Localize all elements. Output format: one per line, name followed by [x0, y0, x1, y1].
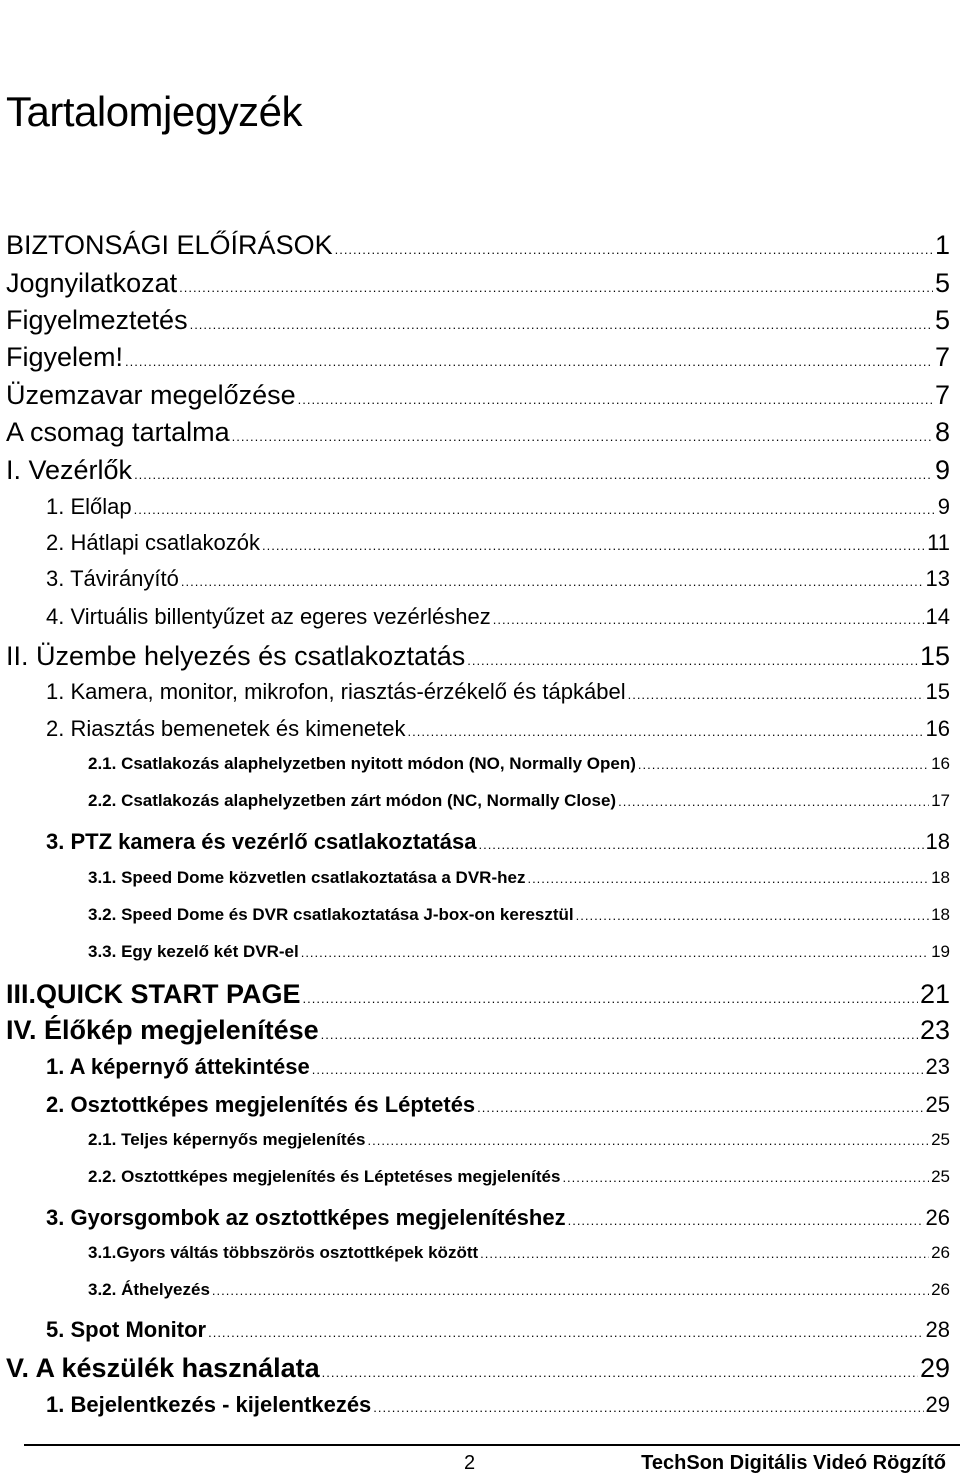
toc-entry[interactable] [46, 494, 950, 520]
toc-leader-dots [298, 392, 933, 407]
toc-entry[interactable] [88, 754, 950, 774]
toc-leader-dots [527, 871, 929, 886]
toc-entry[interactable] [6, 342, 950, 373]
toc-entry-label: 5. Spot Monitor [46, 1317, 207, 1342]
toc-entry-label: 3. Távirányító [46, 566, 179, 591]
footer-page-number: 2 [464, 1452, 476, 1474]
toc-entry[interactable] [6, 979, 950, 1010]
toc-leader-dots [373, 1400, 923, 1415]
toc-entry-page: 7 [934, 342, 950, 372]
toc-leader-dots [312, 1062, 924, 1077]
toc-entry[interactable] [46, 1092, 950, 1118]
toc-entry-label: I. Vezérlők [6, 455, 133, 485]
toc-entry-label: 3.1.Gyors váltás többszörös osztottképek között [88, 1243, 479, 1262]
toc-entry[interactable] [46, 566, 950, 592]
toc-entry[interactable] [46, 1317, 950, 1343]
toc-entry-page: 25 [931, 1167, 950, 1186]
toc-entry-page: 29 [919, 1353, 950, 1383]
toc-entry-label: 2.1. Teljes képernyős megjelenítés [88, 1130, 366, 1149]
toc-entry-page: 8 [934, 417, 950, 447]
toc-entry-page: 21 [919, 979, 950, 1009]
toc-entry[interactable] [46, 716, 950, 742]
toc-entry-label: 1. Kamera, monitor, mikrofon, riasztás-érzékelő és tápkábel [46, 679, 626, 704]
toc-entry-page: 15 [919, 641, 950, 671]
toc-entry[interactable] [46, 1054, 950, 1080]
toc-entry[interactable] [88, 1130, 950, 1150]
toc-leader-dots [262, 538, 925, 553]
toc-entry-page: 16 [925, 716, 950, 741]
toc-entry-page: 16 [931, 754, 950, 773]
toc-leader-dots [576, 908, 929, 923]
toc-entry-page: 18 [931, 868, 950, 887]
toc-entry-label: Figyelmeztetés [6, 305, 188, 335]
toc-entry-label: Üzemzavar megelőzése [6, 380, 296, 410]
footer-divider [24, 1444, 960, 1446]
toc-leader-dots [477, 1100, 923, 1115]
toc-entry-label: 3.1. Speed Dome közvetlen csatlakoztatása a DVR-hez [88, 868, 526, 887]
toc-entry-label: BIZTONSÁGI ELŐÍRÁSOK [6, 230, 333, 260]
toc-entry-page: 11 [927, 530, 950, 555]
toc-entry-label: 3. Gyorsgombok az osztottképes megjelenítéshez [46, 1205, 566, 1230]
toc-entry[interactable] [46, 1205, 950, 1231]
toc-entry-label: IV. Élőkép megjelenítése [6, 1015, 319, 1045]
toc-entry[interactable] [88, 791, 950, 811]
toc-entry-label: Figyelem! [6, 342, 124, 372]
toc-leader-dots [467, 653, 918, 668]
toc-entry[interactable] [46, 604, 950, 630]
toc-entry-page: 26 [931, 1280, 950, 1299]
toc-leader-dots [618, 794, 929, 809]
toc-entry-label: 2. Hátlapi csatlakozók [46, 530, 260, 555]
footer-document-title: TechSon Digitális Videó Rögzítő [641, 1452, 946, 1474]
toc-entry-page: 23 [925, 1054, 950, 1079]
toc-entry-page: 25 [925, 1092, 950, 1117]
toc-entry-page: 23 [919, 1015, 950, 1045]
toc-leader-dots [628, 687, 924, 702]
toc-entry-page: 18 [931, 905, 950, 924]
toc-entry-label: 1. A képernyő áttekintése [46, 1054, 310, 1079]
toc-entry-label: 4. Virtuális billentyűzet az egeres vezérléshez [46, 604, 491, 629]
toc-entry[interactable] [6, 230, 950, 261]
toc-entry-label: 3. PTZ kamera és vezérlő csatlakoztatása [46, 829, 477, 854]
toc-leader-dots [303, 991, 918, 1006]
toc-entry-label: A csomag tartalma [6, 417, 230, 447]
toc-entry-label: V. A készülék használata [6, 1353, 320, 1383]
toc-entry-page: 9 [934, 455, 950, 485]
toc-entry-page: 29 [925, 1392, 950, 1417]
toc-leader-dots [181, 574, 924, 589]
toc-entry-label: Jognyilatkozat [6, 268, 178, 298]
toc-entry[interactable] [46, 530, 950, 556]
toc-entry[interactable] [6, 380, 950, 411]
toc-leader-dots [568, 1213, 924, 1228]
toc-entry[interactable] [88, 905, 950, 925]
toc-entry-label: 2.1. Csatlakozás alaphelyzetben nyitott módon (NO, Normally Open) [88, 754, 636, 773]
toc-leader-dots [179, 280, 933, 295]
toc-entry-page: 25 [931, 1130, 950, 1149]
toc-entry-page: 5 [934, 268, 950, 298]
toc-leader-dots [480, 1246, 929, 1261]
toc-entry[interactable] [88, 1243, 950, 1263]
toc-entry[interactable] [88, 868, 950, 888]
toc-leader-dots [562, 1170, 929, 1185]
toc-leader-dots [134, 467, 933, 482]
toc-entry[interactable] [6, 268, 950, 299]
toc-leader-dots [208, 1325, 923, 1340]
toc-entry[interactable] [6, 641, 950, 672]
toc-entry-label: 1. Előlap [46, 494, 132, 519]
page-title: Tartalomjegyzék [6, 88, 302, 135]
toc-entry[interactable] [46, 829, 950, 855]
toc-entry-label: III.QUICK START PAGE [6, 979, 301, 1009]
toc-entry-page: 17 [931, 791, 950, 810]
toc-entry-page: 9 [937, 494, 950, 519]
toc-entry-label: 2. Riasztás bemenetek és kimenetek [46, 716, 406, 741]
toc-leader-dots [134, 502, 936, 517]
toc-leader-dots [125, 354, 933, 369]
toc-entry-page: 13 [925, 566, 950, 591]
toc-entry-page: 7 [934, 380, 950, 410]
toc-entry-label: 3.2. Áthelyezés [88, 1280, 210, 1299]
toc-leader-dots [301, 945, 929, 960]
toc-entry-page: 19 [931, 942, 950, 961]
toc-entry[interactable] [46, 679, 950, 705]
toc-entry-page: 26 [925, 1205, 950, 1230]
toc-leader-dots [408, 724, 924, 739]
toc-leader-dots [212, 1283, 929, 1298]
toc-leader-dots [322, 1365, 918, 1380]
toc-entry-label: 3.3. Egy kezelő két DVR-el [88, 942, 299, 961]
toc-entry-label: 3.2. Speed Dome és DVR csatlakoztatása J-box-on keresztül [88, 905, 574, 924]
toc-entry[interactable] [6, 417, 950, 448]
toc-entry-page: 1 [934, 230, 950, 260]
toc-entry[interactable] [6, 1015, 950, 1046]
toc-entry-label: 2. Osztottképes megjelenítés és Léptetés [46, 1092, 476, 1117]
toc-entry-page: 26 [931, 1243, 950, 1262]
toc-leader-dots [638, 757, 929, 772]
toc-entry-label: 2.2. Csatlakozás alaphelyzetben zárt módon (NC, Normally Close) [88, 791, 617, 810]
toc-entry-page: 28 [925, 1317, 950, 1342]
toc-entry-page: 15 [925, 679, 950, 704]
toc-entry[interactable] [6, 455, 950, 486]
toc-entry-label: 1. Bejelentkezés - kijelentkezés [46, 1392, 372, 1417]
toc-leader-dots [232, 429, 933, 444]
toc-entry-page: 14 [925, 604, 950, 629]
toc-leader-dots [190, 317, 933, 332]
toc-entry[interactable] [88, 1280, 950, 1300]
toc-entry[interactable] [6, 1353, 950, 1384]
toc-entry[interactable] [88, 1167, 950, 1187]
toc-entry-label: II. Üzembe helyezés és csatlakoztatás [6, 641, 466, 671]
toc-entry[interactable] [6, 305, 950, 336]
toc-entry-label: 2.2. Osztottképes megjelenítés és Léptetéses megjelenítés [88, 1167, 561, 1186]
toc-entry-page: 5 [934, 305, 950, 335]
toc-leader-dots [335, 242, 933, 257]
toc-leader-dots [368, 1133, 930, 1148]
toc-leader-dots [493, 612, 924, 627]
toc-leader-dots [478, 837, 923, 852]
toc-leader-dots [321, 1027, 918, 1042]
toc-entry[interactable] [46, 1392, 950, 1418]
toc-entry-page: 18 [925, 829, 950, 854]
toc-entry[interactable] [88, 942, 950, 962]
